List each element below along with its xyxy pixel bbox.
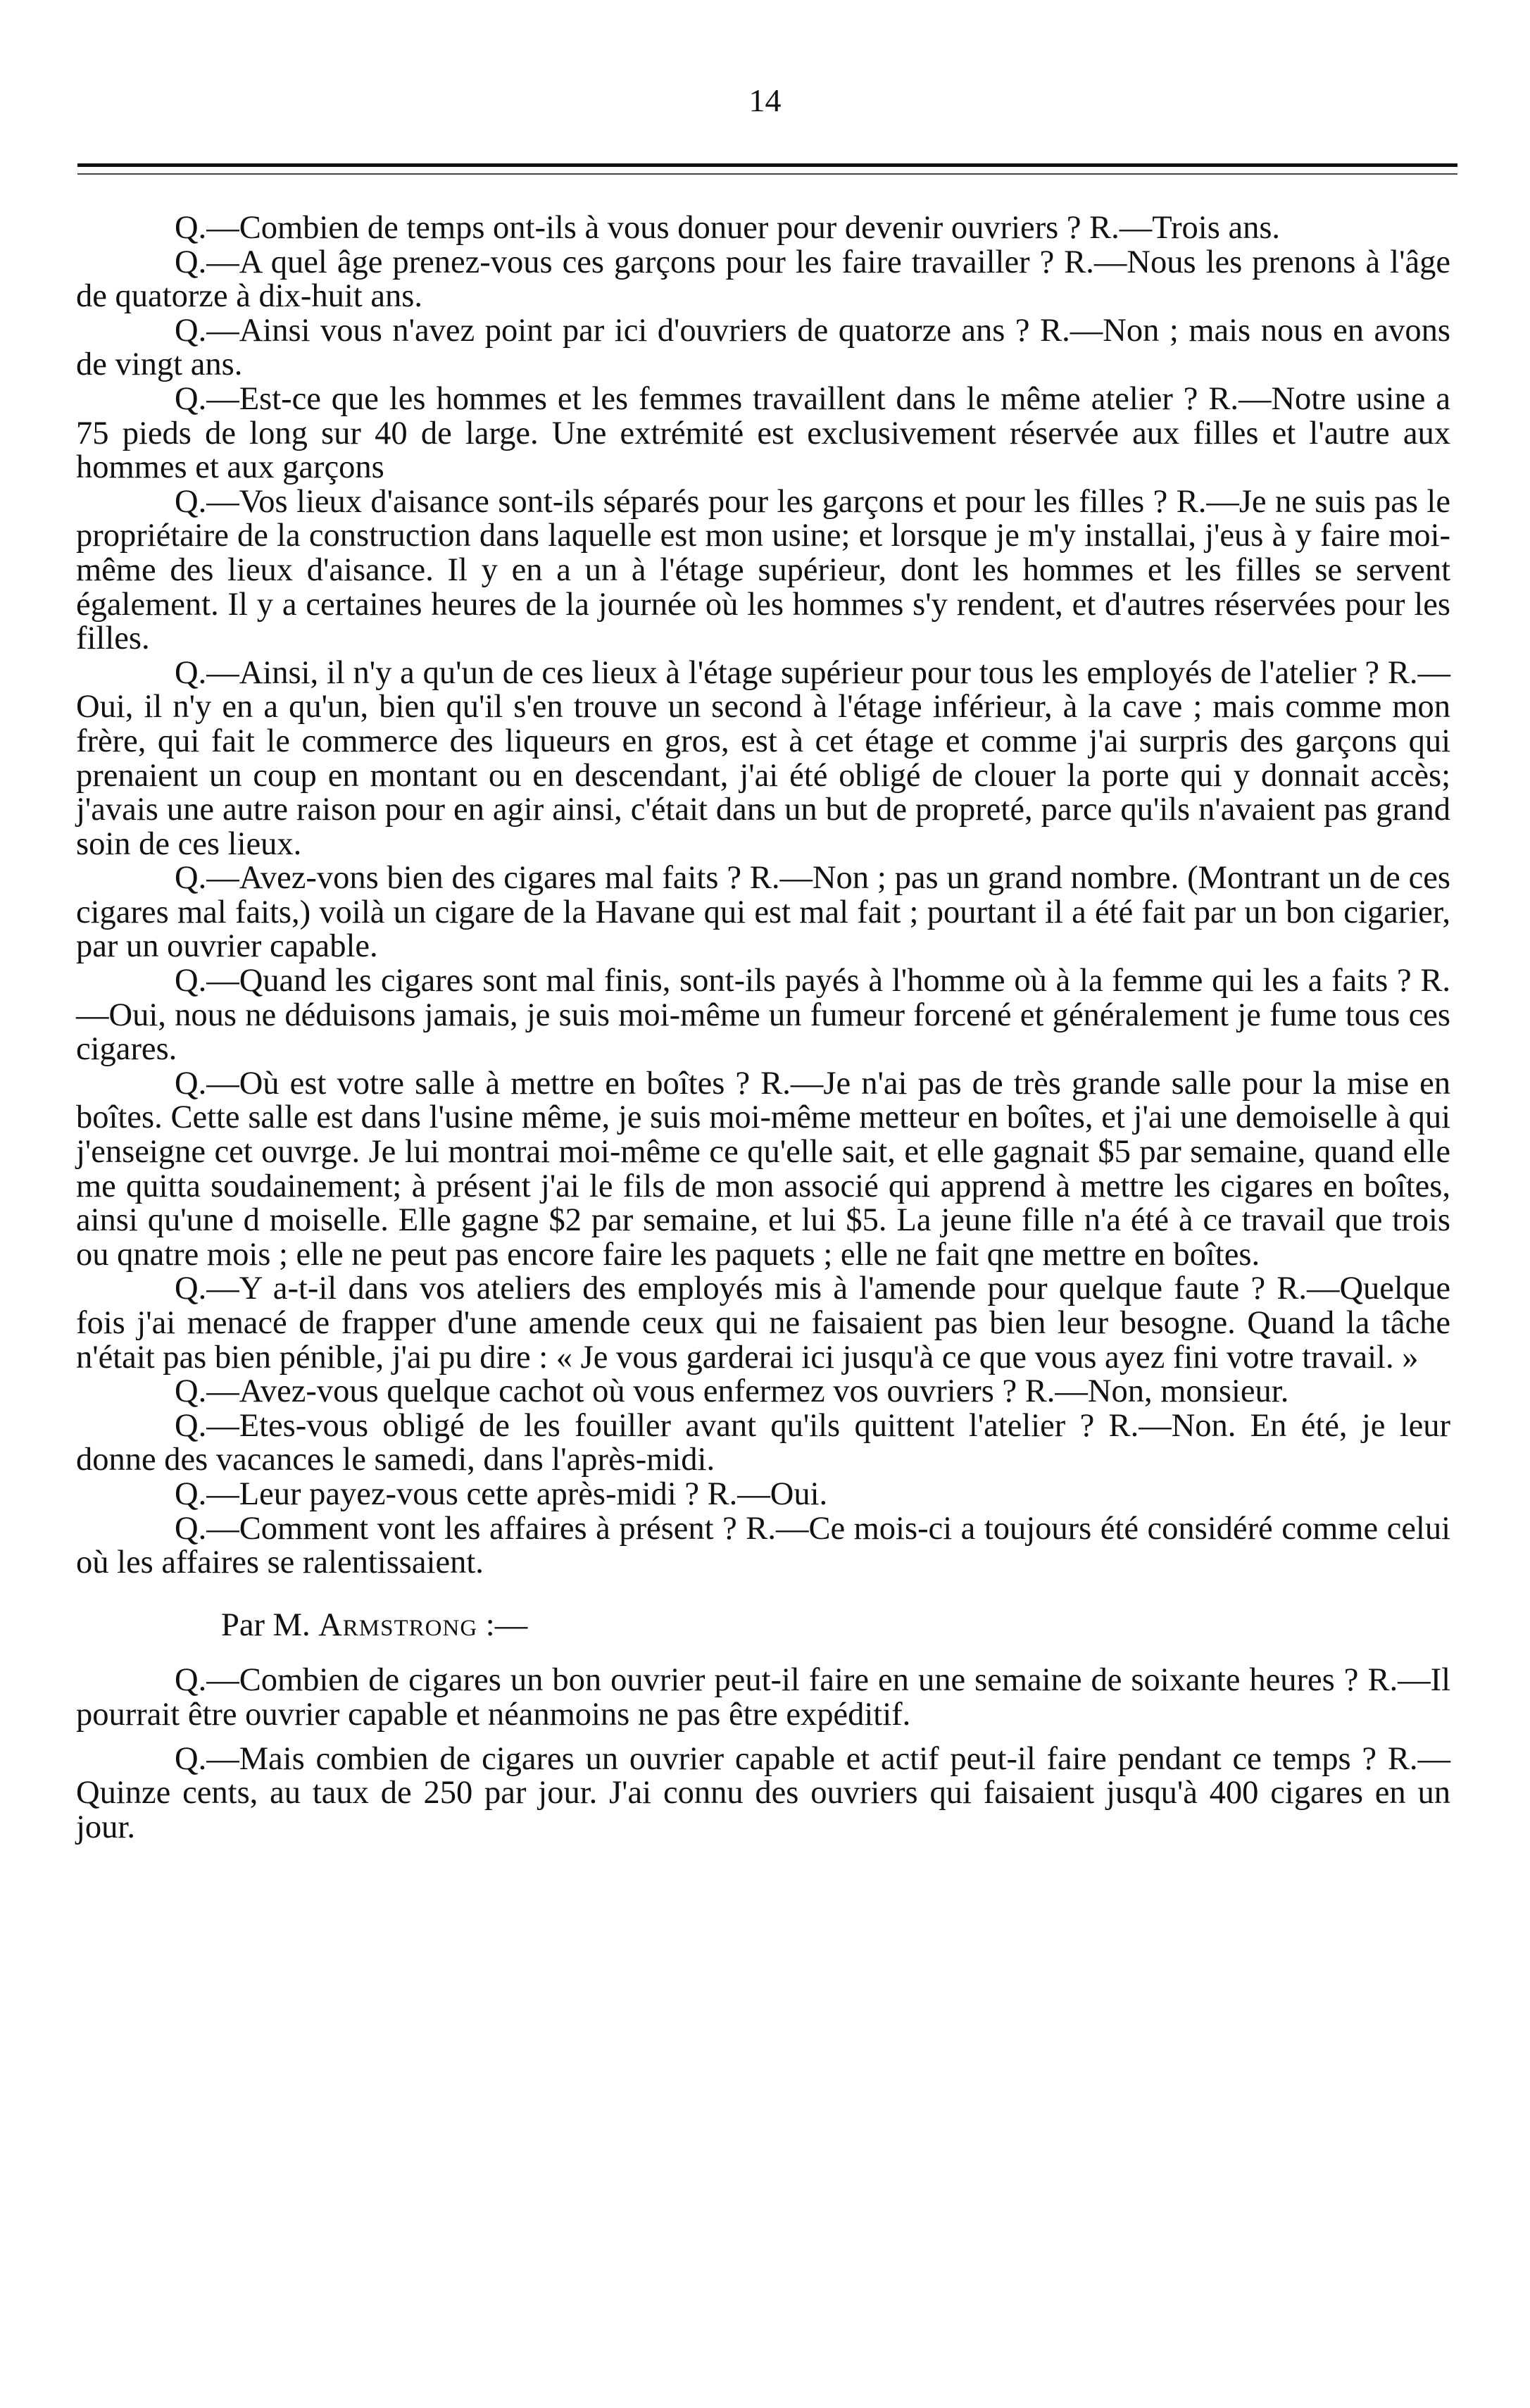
paragraph: Q.—Où est votre salle à mettre en boîtes ? R.—Je n'ai pas de très grande salle pour la mise en boîtes. Cette salle est dans l'usine même, je suis moi-même metteur en boîtes, et j'ai une demoiselle à qui j'enseigne cet ouvrge. Je lui montrai moi-même ce qu'elle sait, et elle gagnait $5 par semaine, quand elle me quitta soudainement; à présent j'ai le fils de mon associé qui apprend à mettre les cigares en boîtes, ainsi qu'une d moiselle. Elle gagne $2 par semaine, et lui $5. La jeune fille n'a été à ce travail que trois ou qnatre mois ; elle ne peut pas encore faire les paquets ; elle ne fait qne mettre en boîtes.	[76, 1065, 1450, 1273]
paragraph: Q.—Quand les cigares sont mal finis, sont-ils payés à l'homme où à la femme qui les a faits ? R.—Oui, nous ne déduisons jamais, je suis moi-même un fumeur forcené et généralement je fume tous ces cigares.	[76, 963, 1450, 1068]
paragraph: Q.—Est-ce que les hommes et les femmes travaillent dans le même atelier ? R.—Notre usine a 75 pieds de long sur 40 de large. Une extrémité est exclusivement réservée aux filles et l'autre aux hommes et aux garçons	[76, 380, 1450, 486]
section-heading-prefix: Par M.	[221, 1607, 311, 1643]
paragraph: Q.—Ainsi vous n'avez point par ici d'ouvriers de quatorze ans ? R.—Non ; mais nous en avons de vingt ans.	[76, 312, 1450, 383]
header-rule-thin	[77, 173, 1457, 175]
paragraph: Q.—A quel âge prenez-vous ces garçons pour les faire travailler ? R.—Nous les prenons à l'âge de quatorze à dix-huit ans.	[76, 244, 1450, 315]
body-text	[76, 211, 1450, 1845]
paragraph: Q.—Ainsi, il n'y a qu'un de ces lieux à l'étage supérieur pour tous les employés de l'atelier ? R.—Oui, il n'y en a qu'un, bien qu'il s'en trouve un second à l'étage inférieur, à la cave ; mais comme mon frère, qui fait le commerce des liqueurs en gros, est à cet étage et comme j'ai surpris des garçons qui prenaient un coup en montant ou en descendant, j'ai été obligé de clouer la porte qui y donnait accès; j'avais une autre raison pour en agir ainsi, c'était dans un but de propreté, parce qu'ils n'avaient pas grand soin de ces lieux.	[76, 654, 1450, 862]
section-heading	[76, 1609, 1450, 1643]
page-number: 14	[748, 82, 782, 118]
section-heading-name: Armstrong	[318, 1607, 478, 1643]
paragraph: Q.—Y a-t-il dans vos ateliers des employés mis à l'amende pour quelque faute ? R.—Quelque fois j'ai menacé de frapper d'une amende ceux qui ne faisaient pas bien leur besogne. Quand la tâche n'était pas bien pénible, j'ai pu dire : « Je vous garderai ici jusqu'à ce que vous ayez fini votre travail. »	[76, 1271, 1450, 1375]
header-rule	[77, 163, 1457, 167]
paragraph: Q.—Combien de cigares un bon ouvrier peut-il faire en une semaine de soixante heures ? R.—Il pourrait être ouvrier capable et néanmoins ne pas être expéditif.	[76, 1662, 1450, 1733]
paragraph: Q.—Combien de temps ont-ils à vous donuer pour devenir ouvriers ? R.—Trois ans.	[175, 210, 1281, 246]
paragraph: Q.—Leur payez-vous cette après-midi ? R.—Oui.	[175, 1476, 828, 1512]
paragraph: Q.—Comment vont les affaires à présent ? R.—Ce mois-ci a toujours été considéré comme celui où les affaires se ralentissaient.	[76, 1510, 1450, 1581]
paragraph: Q.—Etes-vous obligé de les fouiller avant qu'ils quittent l'atelier ? R.—Non. En été, je leur donne des vacances le samedi, dans l'après-midi.	[76, 1407, 1450, 1478]
paragraph: Q.—Avez-vons bien des cigares mal faits ? R.—Non ; pas un grand nombre. (Montrant un de ces cigares mal faits,) voilà un cigare de la Havane qui est mal fait ; pourtant il a été fait par un bon cigarier, par un ouvrier capable.	[76, 860, 1450, 965]
paragraph: Q.—Avez-vous quelque cachot où vous enfermez vos ouvriers ? R.—Non, monsieur.	[175, 1373, 1289, 1410]
paragraph: Q.—Mais combien de cigares un ouvrier capable et actif peut-il faire pendant ce temps ? R.—Quinze cents, au taux de 250 par jour. J'ai connu des ouvriers qui faisaient jusqu'à 400 cigares en un jour.	[76, 1740, 1450, 1845]
paragraph: Q.—Vos lieux d'aisance sont-ils séparés pour les garçons et pour les filles ? R.—Je ne suis pas le propriétaire de la construction dans laquelle est mon usine; et lorsque je m'y installai, j'eus à y faire moi-même des lieux d'aisance. Il y en a un à l'étage supérieur, dont les hommes et les filles se servent également. Il y a certaines heures de la journée où les hommes s'y rendent, et d'autres réservées pour les filles.	[76, 483, 1450, 657]
section-heading-suffix: :—	[485, 1607, 528, 1643]
